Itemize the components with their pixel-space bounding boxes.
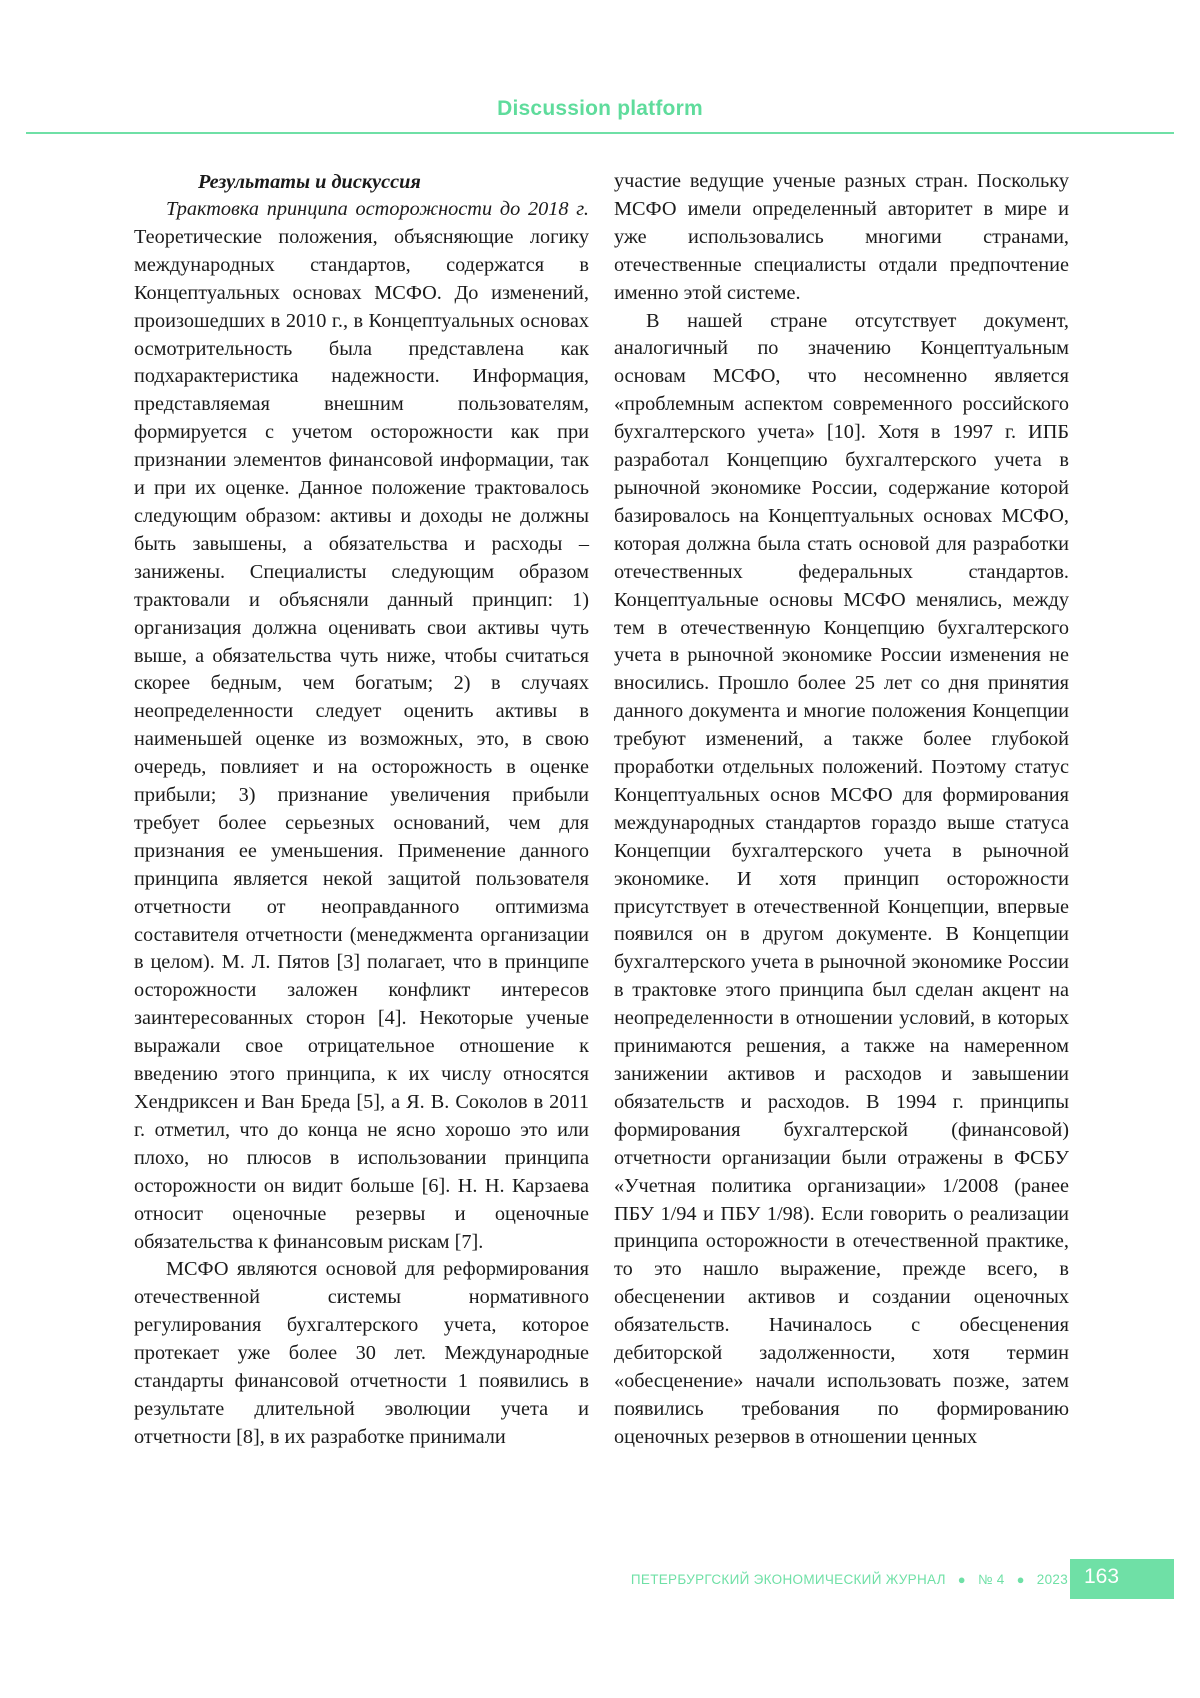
page-footer [0, 1559, 1200, 1599]
paragraph-text: Теоретические положения, объясняющие логику международных стандартов, содержатся в Концептуальных основах МСФО. До изменений, произошедших в 2010 г., в Концептуальных основах осмотрительность была представлена как подхарактеристика надежности. Информация, представляемая внешним пользователям, формируется с учетом осторожности как при признании элементов финансовой информации, так и при их оценке. Данное положение трактовалось следующим образом: активы и доходы не должны быть завышены, а обязательства и расходы – занижены. Специалисты следующим образом трактовали и объясняли данный принцип: 1) организация должна оценивать свои активы чуть выше, а обязательства чуть ниже, чтобы считаться скорее бедным, чем богатым; 2) в случаях неопределенности следует оценить активы в наименьшей оценке из возможных, это, в свою очередь, повлияет и на осторожность в оценке прибыли; 3) признание увеличения прибыли требует более серьезных оснований, чем для признания ее уменьшения. Применение данного принципа является некой защитой пользователя отчетности от неоправданного оптимизма составителя отчетности (менеджмента организации в целом). М. Л. Пятов [3] полагает, что в принципе осторожности заложен конфликт интересов заинтересованных сторон [4]. Некоторые ученые выражали свое отрицательное отношение к введению этого принципа, к их числу относятся Хендриксен и Ван Бреда [5], а Я. В. Соколов в 2011 г. отметил, что до конца не ясно хорошо это или плохо, но плюсов в использовании принципа осторожности он видит больше [6]. Н. Н. Карзаева относит оценочные резервы и оценочные обязательства к финансовым рискам [7]. [134, 225, 589, 1253]
header-divider [26, 132, 1174, 134]
right-column [614, 168, 1069, 1452]
journal-info [631, 1572, 1068, 1587]
left-column [134, 168, 589, 1452]
paragraph: В нашей стране отсутствует документ, аналогичный по значению Концептуальным основам МСФО, что несомненно является «проблемным аспектом современного российского бухгалтерского учета» [10]. Хотя в 1997 г. ИПБ разработал Концепцию бухгалтерского учета в рыночной экономике России, содержание которой базировалось на Концептуальных основах МСФО, которая должна была стать основой для разработки отечественных федеральных стандартов. Концептуальные основы МСФО менялись, между тем в отечественную Концепцию бухгалтерского учета в рыночной экономике России изменения не вносились. Прошло более 25 лет со дня принятия данного документа и многие положения Концепции требуют изменений, а также более глубокой проработки отдельных положений. Поэтому статус Концептуальных основ МСФО для формирования международных стандартов гораздо выше статуса Концепции бухгалтерского учета в рыночной экономике. И хотя принцип осторожности присутствует в отечественной Концепции, впервые появился он в другом документе. В Концепции бухгалтерского учета в рыночной экономике России в трактовке этого принципа был сделан акцент на неопределенности в отношении условий, в которых принимаются решения, а также на намеренном занижении активов и расходов и завышении обязательств и расходов. В 1994 г. принципы формирования бухгалтерской (финансовой) отчетности организации были отражены в ФСБУ «Учетная политика организации» 1/2008 (ранее ПБУ 1/94 и ПБУ 1/98). Если говорить о реализации принципа осторожности в отечественной практике, то это нашло выражение, прежде всего, в обесценении активов и создании оценочных обязательств. Начиналось с обесценения дебиторской задолженности, хотя термин «обесценение» начали использовать позже, затем появились требования по формированию оценочных резервов в отношении ценных [614, 309, 1069, 1448]
journal-name: ПЕТЕРБУРГСКИЙ ЭКОНОМИЧЕСКИЙ ЖУРНАЛ [630, 1572, 946, 1587]
section-heading: Результаты и дискуссия [198, 171, 421, 193]
page-number-box [1070, 1559, 1174, 1599]
bullet-icon: ● [957, 1572, 966, 1587]
issue-number: № 4 [977, 1572, 1005, 1587]
paragraph: участие ведущие ученые разных стран. Поскольку МСФО имели определенный авторитет в мире и уже использовались многими странами, отечественные специалисты отдали предпочтение именно этой системе. [614, 170, 1069, 304]
issue-year: 2023 [1036, 1572, 1068, 1587]
bullet-icon: ● [1016, 1572, 1025, 1587]
paragraph [134, 196, 589, 1256]
paragraph-lead-italic: Трактовка принципа осторожности до 2018 г. [166, 198, 589, 220]
page-number: 163 [1084, 1565, 1120, 1588]
paragraph: МСФО являются основой для реформирования отечественной системы нормативного регулирования бухгалтерского учета, которое протекает уже более 30 лет. Международные стандарты финансовой отчетности 1 появились в результате длительной эволюции учета и отчетности [8], в их разработке принимали [134, 1258, 589, 1448]
section-title: Discussion platform [497, 97, 703, 120]
